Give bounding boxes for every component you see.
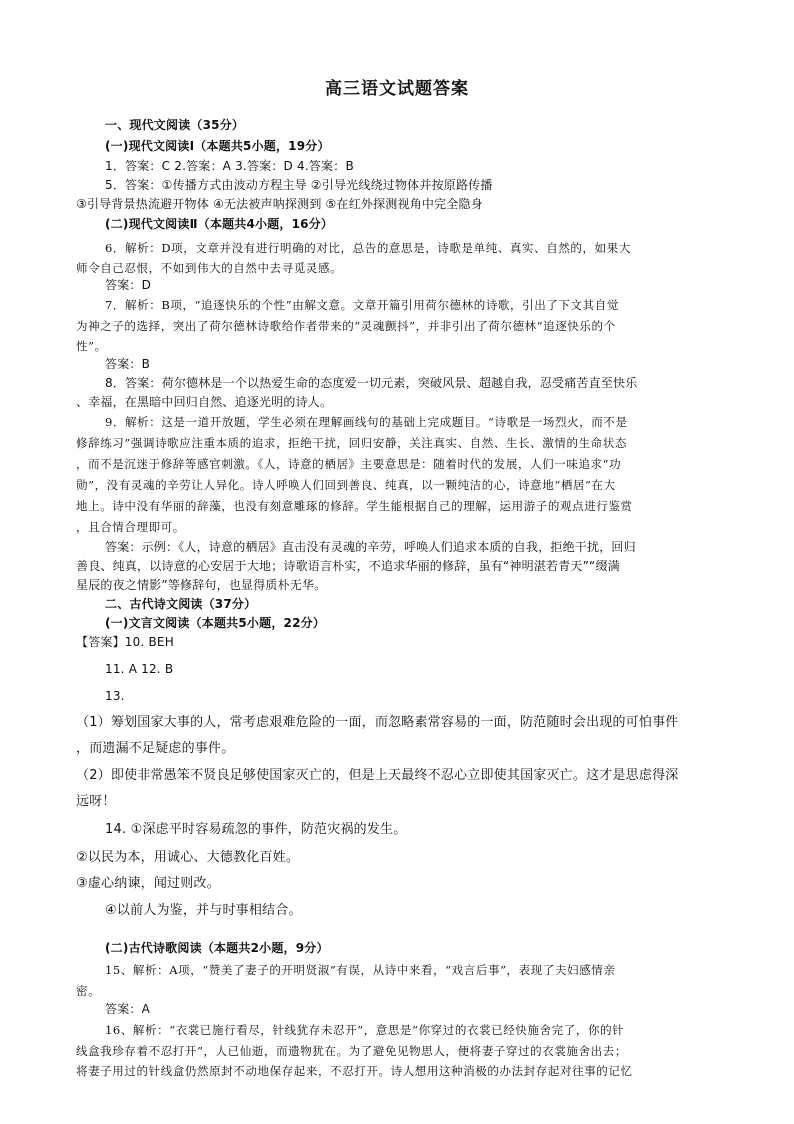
q7-analysis-line-2: 为神之子的选择，突出了荷尔德林诗歌给作者带来的“灵魂颤抖”，并非引出了荷尔德林“追逐快乐的个: [76, 319, 616, 333]
q13-part1-line-2: ，而遗漏不足疑虑的事件。: [76, 741, 235, 756]
section-1a-heading: (一)现代文阅读Ⅰ（本题共5小题，19分）: [105, 139, 330, 153]
q13-part1-line-1: （1）筹划国家大事的人，常考虑艰难危险的一面，而忽略素常容易的一面，防范随时会出现的可怕事件: [76, 715, 679, 730]
q14-line-1: 14. ①深虑平时容易疏忽的事件，防范灾祸的发生。: [105, 822, 407, 837]
answers-1-4: 1．答案：C 2.答案：A 3.答案：D 4.答案：B: [105, 159, 354, 173]
section-1b-heading: (二)现代文阅读Ⅱ（本题共4小题，16分）: [105, 217, 334, 231]
q9-analysis-line-6: ，且合情合理即可。: [76, 520, 185, 534]
q7-answer: 答案：B: [105, 357, 151, 371]
q13-part2-line-1: （2）即使非常愚笨不贤良足够使国家灭亡的，但是上天最终不忍心立即使其国家灭亡。这才是思虑得深: [76, 768, 679, 783]
answers-11-12: 11. A 12. B: [105, 662, 174, 676]
q16-analysis-line-1: 16、解析：“衣裳已施行看尽，针线犹存未忍开”，意思是“你穿过的衣裳已经快施舍完了，你的针: [105, 1023, 625, 1037]
q14-line-2: ②以民为本，用诚心、大德教化百姓。: [76, 850, 300, 865]
q5-answer-line-1: 5．答案：①传播方式由波动方程主导 ②引导光线绕过物体并按原路传播: [105, 178, 493, 192]
q16-analysis-line-2: 线盒我珍存着不忍打开”，人已仙逝，而遗物犹在。为了避免见物思人，便将妻子穿过的衣裳施舍出去；: [76, 1044, 627, 1058]
q9-sample-answer-line-3: 星辰的夜之情影”等修辞句，也显得质朴无华。: [76, 578, 327, 592]
q9-analysis-line-2: 修辞练习”强调诗歌应注重本质的追求，拒绝干扰，回归安静，关注真实、自然、生长、激情的生命状态: [76, 436, 627, 450]
section-2a-heading: (一)文言文阅读（本题共5小题，22分）: [105, 616, 326, 630]
q9-analysis-line-4: 勋”，没有灵魂的辛劳让人异化。诗人呼唤人们回到善良、纯真，以一颗纯洁的心，诗意地“栖居”在大: [76, 478, 616, 492]
q15-analysis-line-1: 15、解析：A项，“赞美了妻子的开明贤淑”有误，从诗中来看，“戏言后事”，表现了夫妇感情亲: [105, 963, 616, 977]
q8-answer-line-1: 8．答案：荷尔德林是一个以热爱生命的态度爱一切元素，突破风景、超越自我，忍受痛苦直至快乐: [105, 376, 638, 390]
q6-analysis-line-1: 6．解析：D项，文章并没有进行明确的对比，总告的意思是，诗歌是单纯、真实、自然的，如果大: [105, 241, 631, 255]
q10-answer: 【答案】10. BEH: [76, 635, 174, 649]
q9-analysis-line-5: 地上。诗中没有华丽的辞藻，也没有刻意雕琢的修辞。学生能根据自己的理解，运用游子的观点进行鉴赏: [76, 499, 633, 513]
q6-analysis-line-2: 师令自己忍恨，不如到伟大的自然中去寻觅灵感。: [76, 261, 343, 275]
section-1-heading: 一、现代文阅读（35分）: [105, 118, 245, 132]
q14-line-4: ④以前人为鉴，并与时事相结合。: [105, 903, 302, 918]
q14-line-3: ③虚心纳谏，闻过则改。: [76, 876, 220, 891]
page-title: 高三语文试题答案: [325, 79, 469, 99]
q16-analysis-line-3: 将妻子用过的针线盒仍然原封不动地保存起来，不忍打开。诗人想用这种消极的办法封存起对往事的记忆: [76, 1064, 633, 1078]
q9-analysis-line-1: 9．解析：这是一道开放题，学生必须在理解画线句的基础上完成题目。“诗歌是一场烈火，而不是: [105, 415, 628, 429]
section-2-heading: 二、古代诗文阅读（37分）: [105, 597, 257, 611]
q6-answer: 答案：D: [105, 278, 152, 292]
q8-answer-line-2: 、幸福，在黑暗中回归自然、追逐光明的诗人。: [76, 395, 333, 409]
q7-analysis-line-1: 7．解析：B项，“追逐快乐的个性”由解文意。文章开篇引用荷尔德林的诗歌，引出了下文其自觉: [105, 298, 619, 312]
q13-part2-line-2: 远呀！: [76, 794, 116, 809]
q9-analysis-line-3: ，而不是沉迷于修辞等感官刺激。《人，诗意的栖居》主要意思是：随着时代的发展，人们一味追求“功: [76, 457, 622, 471]
q13-label: 13.: [105, 689, 125, 703]
q7-analysis-line-3: 性”。: [76, 339, 107, 353]
section-2b-heading: (二)古代诗歌阅读（本题共2小题，9分）: [105, 941, 329, 955]
q9-sample-answer-line-1: 答案：示例：《人，诗意的栖居》直击没有灵魂的辛劳，呼唤人们追求本质的自我，拒绝干扰，回归: [105, 540, 636, 554]
q15-answer: 答案：A: [105, 1002, 151, 1016]
q15-analysis-line-2: 密。: [76, 984, 101, 998]
q9-sample-answer-line-2: 善良、纯真，以诗意的心安居于大地；诗歌语言朴实，不追求华丽的修辞，虽有“神明湛若青天”“缀满: [76, 559, 620, 573]
q5-answer-line-2: ③引导背景热流避开物体 ④无法被声呐探测到 ⑤在红外探测视角中完全隐身: [76, 197, 483, 211]
